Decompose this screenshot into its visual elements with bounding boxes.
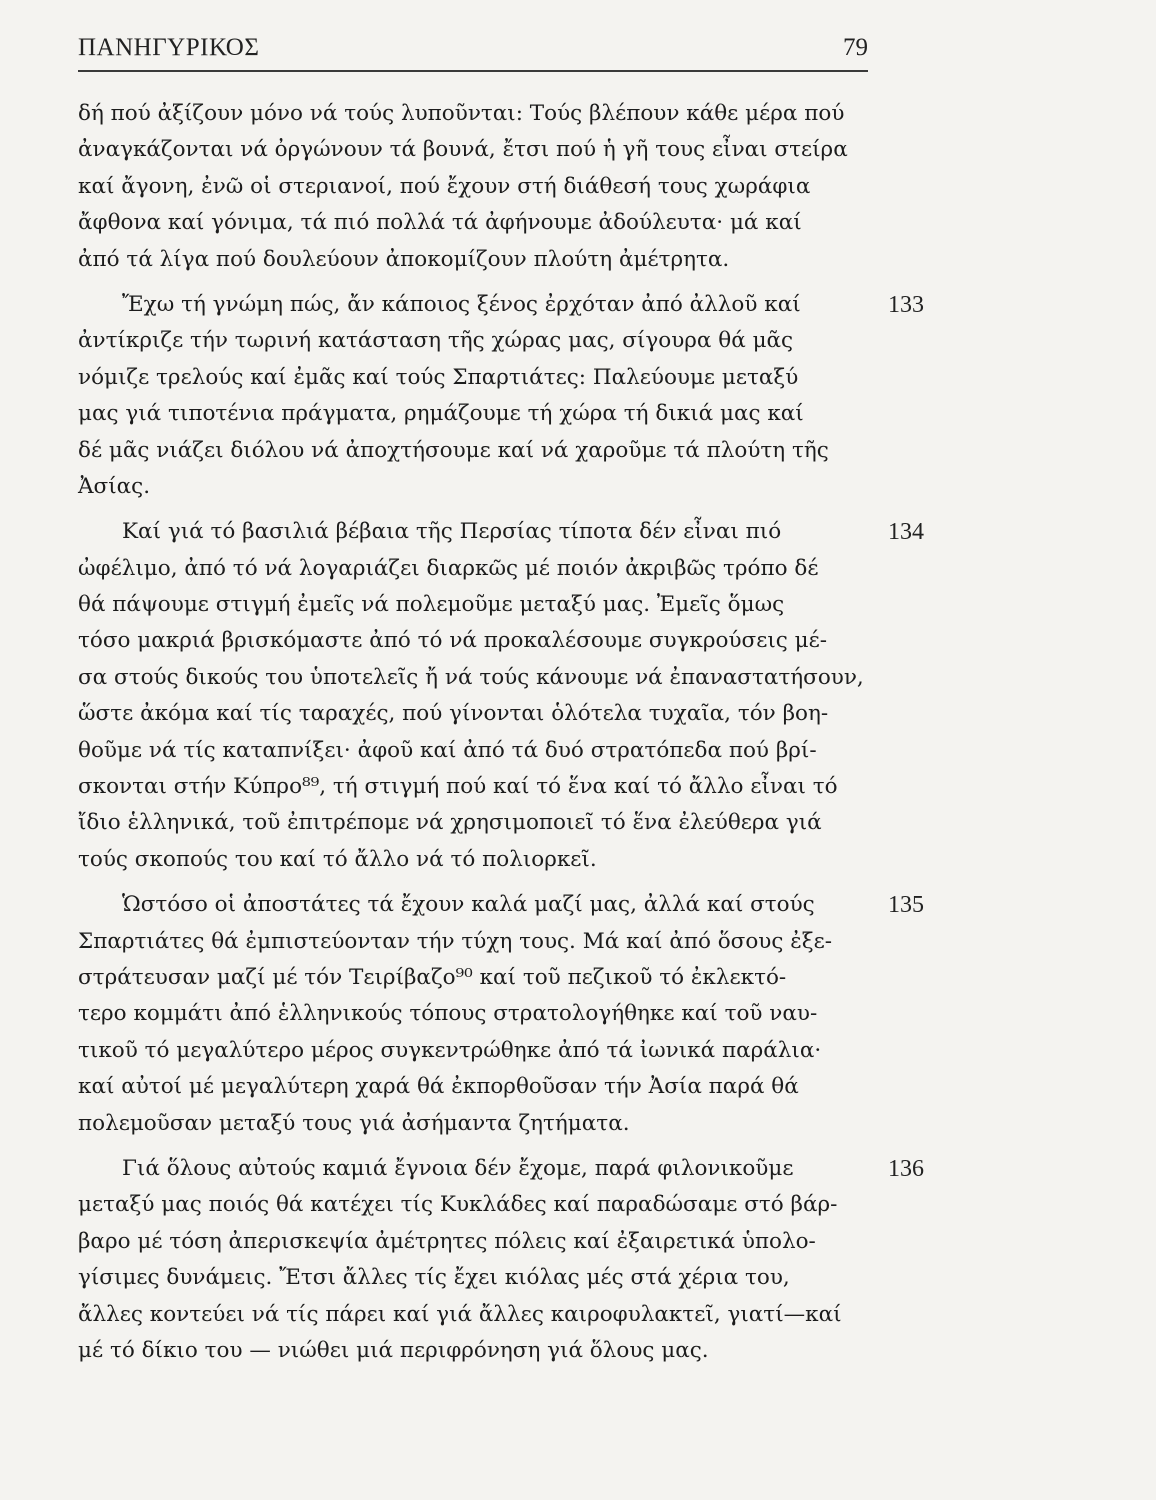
running-title: ΠΑΝΗΓΥΡΙΚΟΣ <box>78 34 260 61</box>
header-rule <box>78 70 868 72</box>
text-line: ἀπό τά λίγα πού δουλεύουν ἀποκομίζουν πλούτη ἀμέτρητα. <box>78 246 730 272</box>
text-line: ἄλλες κοντεύει νά τίς πάρει καί γιά ἄλλες καιροφυλακτεῖ, γιατί—καί <box>78 1301 842 1327</box>
text-line: ἴδιο ἑλληνικά, τοῦ ἐπιτρέπομε νά χρησιμοποιεῖ τό ἕνα ἐλεύθερα γιά <box>78 810 822 836</box>
text-line: γίσιμες δυνάμεις. Ἔτσι ἄλλες τίς ἔχει κιόλας μές στά χέρια του, <box>78 1265 790 1291</box>
text-line <box>78 514 878 550</box>
paragraph <box>78 96 878 278</box>
text-line: μεταξύ μας ποιός θά κατέχει τίς Κυκλάδες καί παραδώσαμε στό βάρ- <box>78 1192 838 1218</box>
text-line <box>78 287 878 323</box>
text-line-content: Ὡστόσο οἱ ἀποστάτες τά ἔχουν καλά μαζί μας, ἀλλά καί στούς <box>122 892 815 918</box>
text-line: μας γιά τιποτένια πράγματα, ρημάζουμε τή χώρα τή δικιά μας καί <box>78 401 804 427</box>
text-line: θά πάψουμε στιγμή ἐμεῖς νά πολεμοῦμε μεταξύ μας. Ἐμεῖς ὅμως <box>78 592 785 618</box>
text-line-content: Καί γιά τό βασιλιά βέβαια τῆς Περσίας τίποτα δέν εἶναι πιό <box>122 519 782 545</box>
section-number: 133 <box>888 291 924 318</box>
text-line <box>78 1151 878 1187</box>
text-line: δέ μᾶς νιάζει διόλου νά ἀποχτήσουμε καί νά χαροῦμε τά πλούτη τῆς <box>78 437 829 463</box>
paragraph <box>78 887 924 1142</box>
text-line: ἀναγκάζονται νά ὀργώνουν τά βουνά, ἔτσι πού ἡ γῆ τους εἶναι στείρα <box>78 137 848 163</box>
paragraph <box>78 514 924 878</box>
running-head <box>78 34 868 68</box>
text-line: θοῦμε νά τίς καταπνίξει· ἀφοῦ καί ἀπό τά δυό στρατόπεδα πού βρί- <box>78 737 817 763</box>
text-line: ὠφέλιμο, ἀπό τό νά λογαριάζει διαρκῶς μέ ποιόν ἀκριβῶς τρόπο δέ <box>78 555 819 581</box>
page-number: 79 <box>843 34 868 61</box>
text-line: νόμιζε τρελούς καί ἐμᾶς καί τούς Σπαρτιάτες: Παλεύουμε μεταξύ <box>78 364 799 390</box>
section-number: 135 <box>888 892 924 919</box>
text-line: δή πού ἀξίζουν μόνο νά τούς λυποῦνται: Τούς βλέπουν κάθε μέρα πού <box>78 101 845 126</box>
text-line: ὥστε ἀκόμα καί τίς ταραχές, πού γίνονται ὁλότελα τυχαῖα, τόν βοη- <box>78 701 829 727</box>
text-body <box>78 96 924 1369</box>
text-line: ἀντίκριζε τήν τωρινή κατάσταση τῆς χώρας μας, σίγουρα θά μᾶς <box>78 328 794 354</box>
text-line: τικοῦ τό μεγαλύτερο μέρος συγκεντρώθηκε ἀπό τά ἰωνικά παράλια· <box>78 1037 822 1063</box>
text-line: σα στούς δικούς του ὑποτελεῖς ἤ νά τούς κάνουμε νά ἐπαναστατήσουν, <box>78 664 864 690</box>
section-number: 134 <box>888 519 924 546</box>
text-line: πολεμοῦσαν μεταξύ τους γιά ἀσήμαντα ζητήματα. <box>78 1110 630 1136</box>
paragraph <box>78 287 924 505</box>
paragraph <box>78 1151 924 1369</box>
text-line-content: Ἔχω τή γνώμη πώς, ἄν κάποιος ξένος ἐρχόταν ἀπό ἀλλοῦ καί <box>122 291 801 317</box>
text-line: καί ἄγονη, ἐνῶ οἱ στεριανοί, πού ἔχουν στή διάθεσή τους χωράφια <box>78 173 811 199</box>
section-number: 136 <box>888 1155 924 1182</box>
text-line: ἄφθονα καί γόνιμα, τά πιό πολλά τά ἀφήνουμε ἀδούλευτα· μά καί <box>78 210 802 236</box>
text-line: βαρο μέ τόση ἀπερισκεψία ἀμέτρητες πόλεις καί ἐξαιρετικά ὑπολο- <box>78 1228 816 1254</box>
text-line: στράτευσαν μαζί μέ τόν Τειρίβαζο⁹⁰ καί τοῦ πεζικοῦ τό ἐκλεκτό- <box>78 964 787 990</box>
text-line: σκονται στήν Κύπρο⁸⁹, τή στιγμή πού καί τό ἕνα καί τό ἄλλο εἶναι τό <box>78 774 838 800</box>
text-line: τερο κομμάτι ἀπό ἑλληνικούς τόπους στρατολογήθηκε καί τοῦ ναυ- <box>78 1001 818 1027</box>
text-line: καί αὐτοί μέ μεγαλύτερη χαρά θά ἐκπορθοῦσαν τήν Ἀσία παρά θά <box>78 1074 799 1100</box>
text-line: Σπαρτιάτες θά ἐμπιστεύονταν τήν τύχη τους. Μά καί ἀπό ὅσους ἐξε- <box>78 928 833 954</box>
text-line: Ἀσίας. <box>78 473 151 499</box>
text-line-content: Γιά ὅλους αὐτούς καμιά ἔγνοια δέν ἔχομε, παρά φιλονικοῦμε <box>122 1155 794 1181</box>
text-line: τόσο μακριά βρισκόμαστε ἀπό τό νά προκαλέσουμε συγκρούσεις μέ- <box>78 628 828 654</box>
text-line: μέ τό δίκιο του — νιώθει μιά περιφρόνηση γιά ὅλους μας. <box>78 1337 709 1363</box>
text-line <box>78 887 878 923</box>
text-line: τούς σκοπούς του καί τό ἄλλο νά τό πολιορκεῖ. <box>78 846 597 872</box>
